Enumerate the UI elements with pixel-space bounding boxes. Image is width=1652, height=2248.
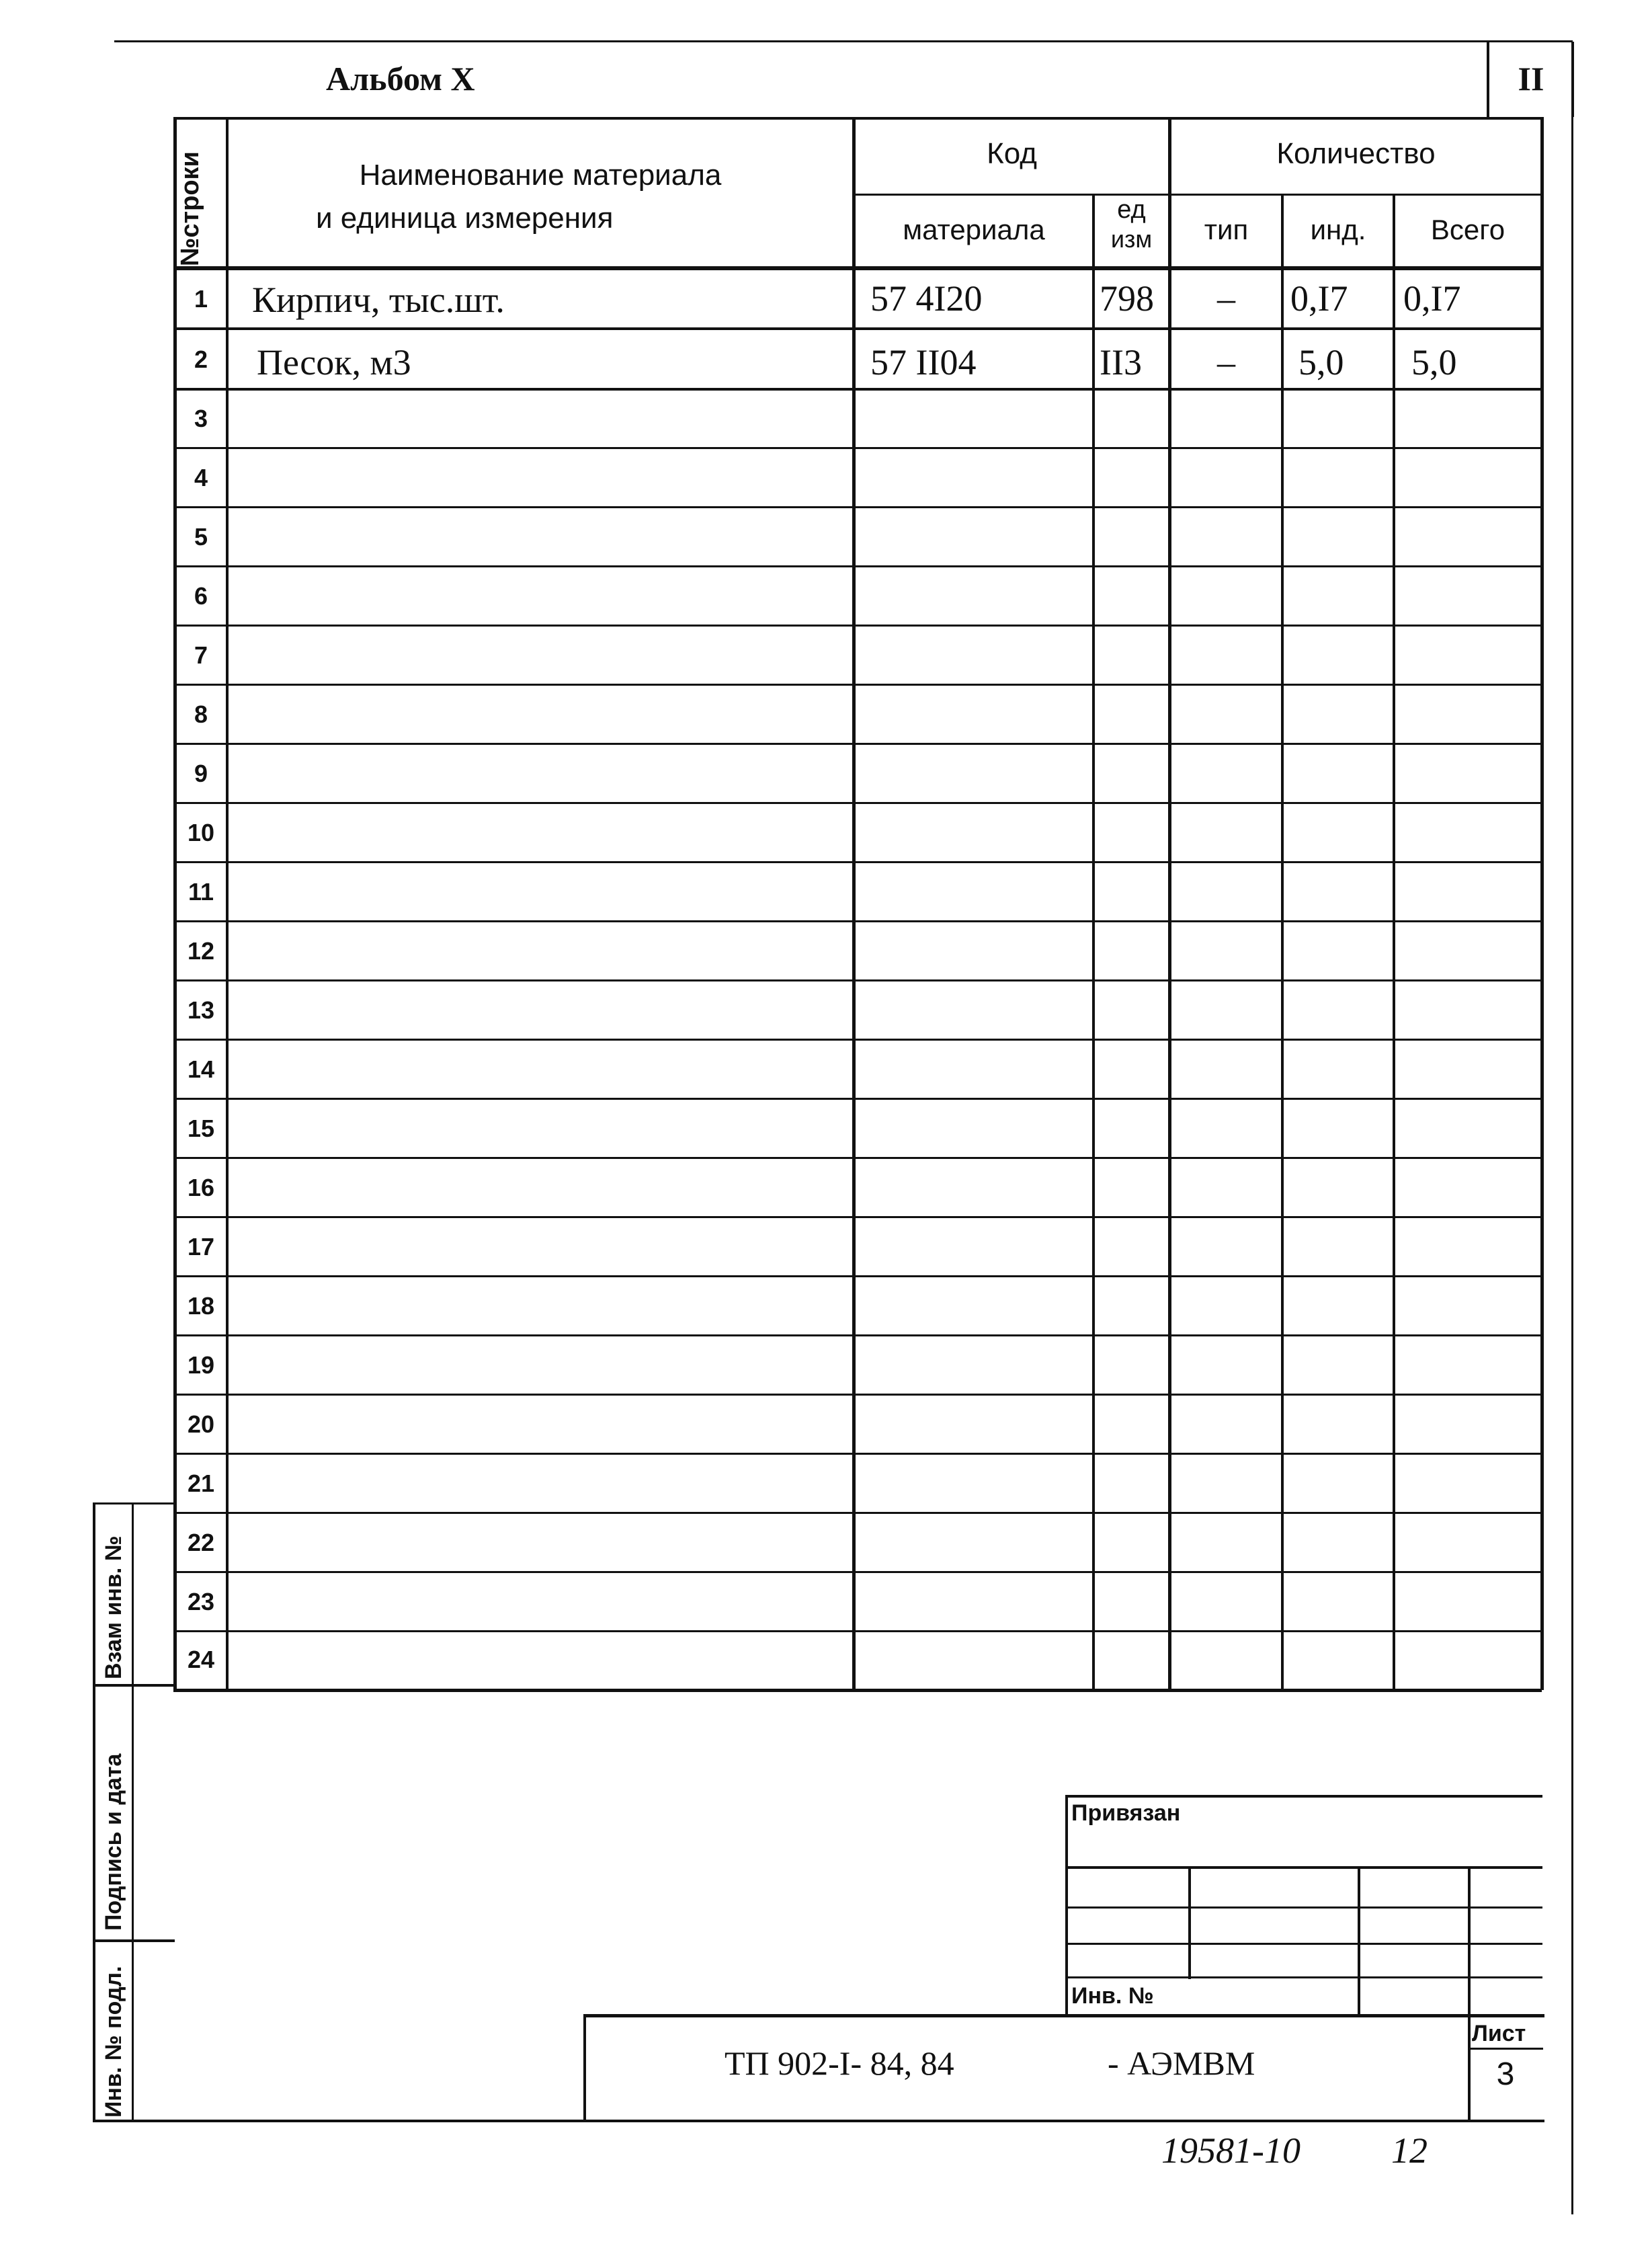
row-number: 9 xyxy=(194,760,208,787)
header-name-line2: и единица измерения xyxy=(316,202,614,235)
header-code-material: материала xyxy=(903,214,1045,245)
col-divider-type xyxy=(1281,195,1284,1690)
row-number: 2 xyxy=(194,346,208,373)
page-right-edge xyxy=(1571,117,1573,2214)
unit-code: II3 xyxy=(1100,342,1142,383)
header-code-unit-2: изм xyxy=(1110,225,1153,253)
handwritten-number: 19581-10 xyxy=(1161,2130,1300,2171)
header-row-number: №строки xyxy=(176,151,204,266)
header-code: Код xyxy=(987,137,1037,170)
row-number: 3 xyxy=(194,405,208,432)
row-number: 23 xyxy=(187,1588,215,1615)
row-number: 10 xyxy=(187,819,215,846)
header-qty-ind: инд. xyxy=(1310,214,1366,245)
qty-type: – xyxy=(1217,278,1235,319)
row-number: 22 xyxy=(187,1529,215,1556)
side-vzam-label: Взам инв. № xyxy=(101,1535,126,1679)
header-code-unit-1: ед xyxy=(1117,196,1146,224)
side-inv-podl-label: Инв. № подл. xyxy=(101,1966,126,2118)
header-name-line1: Наименование материала xyxy=(359,159,722,192)
row-number: 17 xyxy=(187,1233,215,1260)
table-top-border xyxy=(173,117,1542,120)
sheet-corner-number: II xyxy=(1518,60,1544,97)
row-number: 16 xyxy=(187,1174,215,1201)
col-divider-ind xyxy=(1393,195,1395,1690)
bottom-border xyxy=(93,2120,1544,2122)
inv-no-label: Инв. № xyxy=(1071,1983,1154,2009)
row-number: 4 xyxy=(194,464,208,491)
side-podpis-label: Подпись и дата xyxy=(101,1753,126,1931)
row-number: 20 xyxy=(187,1410,215,1438)
header-qty-type: тип xyxy=(1204,214,1249,245)
side-stamp-inner xyxy=(132,1502,134,2121)
handwritten-page: 12 xyxy=(1391,2130,1428,2171)
row-number: 12 xyxy=(187,937,215,965)
row-number: 5 xyxy=(194,523,208,551)
col-divider-code xyxy=(1092,195,1095,1690)
table-bottom-border xyxy=(173,1689,1542,1692)
qty-total: 0,I7 xyxy=(1403,278,1461,319)
row-number: 1 xyxy=(194,285,208,313)
row-number: 24 xyxy=(187,1646,215,1673)
row-number: 6 xyxy=(194,582,208,610)
side-stamp-left xyxy=(93,1502,95,2121)
qty-ind: 5,0 xyxy=(1298,342,1344,383)
row-number: 8 xyxy=(194,700,208,728)
header-quantity: Количество xyxy=(1276,137,1436,170)
qty-ind: 0,I7 xyxy=(1290,278,1348,319)
row-number: 13 xyxy=(187,996,215,1024)
document-designation: ТП 902-I- 84, 84 xyxy=(725,2044,954,2082)
corner-box-right xyxy=(1571,42,1574,117)
material-name: Песок, м3 xyxy=(257,342,411,383)
row-number: 14 xyxy=(187,1055,215,1083)
sheet-label: Лист xyxy=(1472,2021,1526,2046)
album-title: Альбом X xyxy=(326,60,475,97)
header-qty-total: Всего xyxy=(1430,214,1505,245)
qty-type: – xyxy=(1217,342,1235,383)
row-number: 15 xyxy=(187,1115,215,1142)
qty-total: 5,0 xyxy=(1411,342,1457,383)
header-bottom-border xyxy=(173,266,1542,270)
row-number: 7 xyxy=(194,641,208,669)
top-border xyxy=(114,40,1573,42)
row-number: 18 xyxy=(187,1292,215,1320)
unit-code: 798 xyxy=(1100,278,1154,319)
material-name: Кирпич, тыс.шт. xyxy=(252,280,505,320)
row-number: 21 xyxy=(187,1470,215,1497)
sheet-number: 3 xyxy=(1496,2056,1515,2092)
privyazan-label: Привязан xyxy=(1071,1800,1181,1826)
document-suffix: - АЭМВМ xyxy=(1108,2044,1255,2082)
row-number: 19 xyxy=(187,1351,215,1379)
row-number: 11 xyxy=(188,878,214,906)
material-code: 57 II04 xyxy=(870,342,977,383)
corner-box-divider xyxy=(1487,42,1489,117)
material-code: 57 4I20 xyxy=(870,278,983,319)
header-subdivider xyxy=(852,194,1542,196)
